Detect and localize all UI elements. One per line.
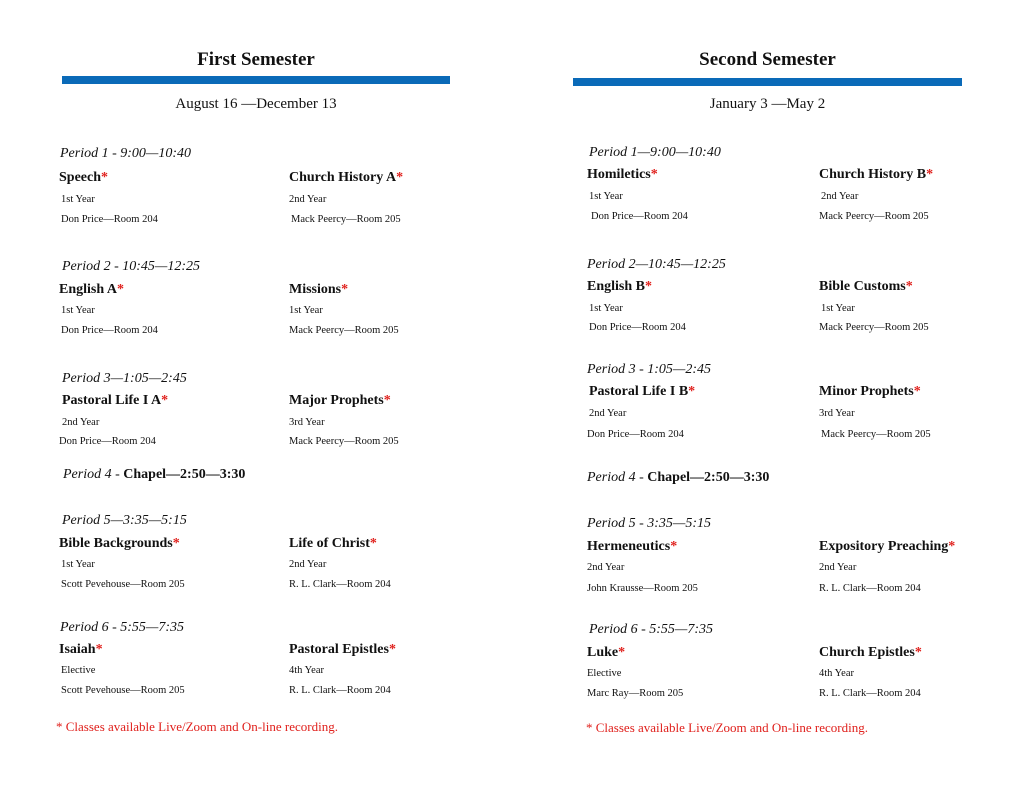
course-year: Elective: [61, 665, 96, 676]
course-name: Isaiah*: [59, 642, 103, 657]
course-name: Major Prophets*: [289, 393, 391, 408]
course-instructor: Don Price—Room 204: [591, 211, 688, 222]
course-year: 4th Year: [819, 668, 855, 679]
period-label: Period 2 - 10:45—12:25: [62, 259, 201, 274]
course-instructor: Mack Peercy—Room 205: [289, 325, 399, 336]
course-name: Church History B*: [819, 167, 934, 182]
course-year: 1st Year: [821, 303, 855, 314]
course-name: Pastoral Life I A*: [62, 393, 169, 408]
course-name: Church Epistles*: [819, 645, 922, 660]
course-year: 3rd Year: [289, 417, 325, 428]
course-instructor: Mack Peercy—Room 205: [291, 214, 401, 225]
period-label-chapel: Period 4 - Chapel—2:50—3:30: [63, 467, 246, 482]
course-instructor: Mack Peercy—Room 205: [819, 322, 929, 333]
semester-dates: January 3 —May 2: [709, 96, 826, 112]
course-year: 1st Year: [61, 194, 95, 205]
course-name: Hermeneutics*: [587, 539, 678, 554]
period-label: Period 6 - 5:55—7:35: [589, 622, 714, 637]
course-instructor: R. L. Clark—Room 204: [289, 685, 391, 696]
course-year: 2nd Year: [62, 417, 100, 428]
course-name: English A*: [59, 282, 124, 297]
period-label: Period 3—1:05—2:45: [62, 371, 187, 386]
course-year: Elective: [587, 668, 622, 679]
course-year: 1st Year: [589, 191, 623, 202]
semester-dates: August 16 —December 13: [175, 96, 337, 112]
semester-divider-bar: [62, 76, 450, 84]
period-label: Period 6 - 5:55—7:35: [60, 620, 185, 635]
course-name: Pastoral Life I B*: [589, 384, 696, 399]
course-instructor: Don Price—Room 204: [587, 429, 684, 440]
period-label-chapel: Period 4 - Chapel—2:50—3:30: [587, 470, 770, 485]
course-name: Luke*: [587, 645, 626, 660]
course-instructor: Scott Pevehouse—Room 205: [61, 685, 185, 696]
course-name: Homiletics*: [587, 167, 658, 182]
period-label: Period 1 - 9:00—10:40: [60, 146, 192, 161]
period-label: Period 5 - 3:35—5:15: [587, 516, 712, 531]
semester-title: Second Semester: [699, 49, 836, 70]
footnote: * Classes available Live/Zoom and On-line recording.: [56, 719, 338, 734]
course-instructor: R. L. Clark—Room 204: [819, 688, 921, 699]
course-year: 2nd Year: [821, 191, 859, 202]
course-year: 1st Year: [289, 305, 323, 316]
course-year: 1st Year: [61, 305, 95, 316]
course-instructor: Mack Peercy—Room 205: [821, 429, 931, 440]
semester-title: First Semester: [197, 49, 315, 70]
course-name: Life of Christ*: [289, 536, 377, 551]
course-name: Church History A*: [289, 170, 404, 185]
course-year: 2nd Year: [289, 559, 327, 570]
course-instructor: John Krausse—Room 205: [587, 583, 698, 594]
course-year: 2nd Year: [819, 562, 857, 573]
course-instructor: Don Price—Room 204: [59, 436, 156, 447]
course-instructor: R. L. Clark—Room 204: [819, 583, 921, 594]
period-label: Period 5—3:35—5:15: [62, 513, 187, 528]
course-instructor: Scott Pevehouse—Room 205: [61, 579, 185, 590]
course-instructor: R. L. Clark—Room 204: [289, 579, 391, 590]
course-name: Expository Preaching*: [819, 539, 956, 554]
course-instructor: Don Price—Room 204: [61, 325, 158, 336]
course-year: 2nd Year: [587, 562, 625, 573]
semester-divider-bar: [573, 78, 962, 86]
course-name: Missions*: [289, 282, 349, 297]
course-year: 3rd Year: [819, 408, 855, 419]
course-instructor: Marc Ray—Room 205: [587, 688, 684, 699]
period-label: Period 3 - 1:05—2:45: [587, 362, 712, 377]
course-year: 1st Year: [61, 559, 95, 570]
course-name: Pastoral Epistles*: [289, 642, 396, 657]
course-instructor: Don Price—Room 204: [589, 322, 686, 333]
course-year: 1st Year: [589, 303, 623, 314]
course-year: 2nd Year: [289, 194, 327, 205]
period-label: Period 2—10:45—12:25: [587, 257, 726, 272]
course-name: Bible Backgrounds*: [59, 536, 180, 551]
course-name: Speech*: [59, 170, 108, 185]
course-name: Minor Prophets*: [819, 384, 921, 399]
course-name: English B*: [587, 279, 652, 294]
course-instructor: Mack Peercy—Room 205: [819, 211, 929, 222]
course-year: 2nd Year: [589, 408, 627, 419]
period-label: Period 1—9:00—10:40: [589, 145, 721, 160]
course-year: 4th Year: [289, 665, 325, 676]
course-name: Bible Customs*: [819, 279, 913, 294]
footnote: * Classes available Live/Zoom and On-line recording.: [586, 720, 868, 735]
course-instructor: Don Price—Room 204: [61, 214, 158, 225]
course-instructor: Mack Peercy—Room 205: [289, 436, 399, 447]
